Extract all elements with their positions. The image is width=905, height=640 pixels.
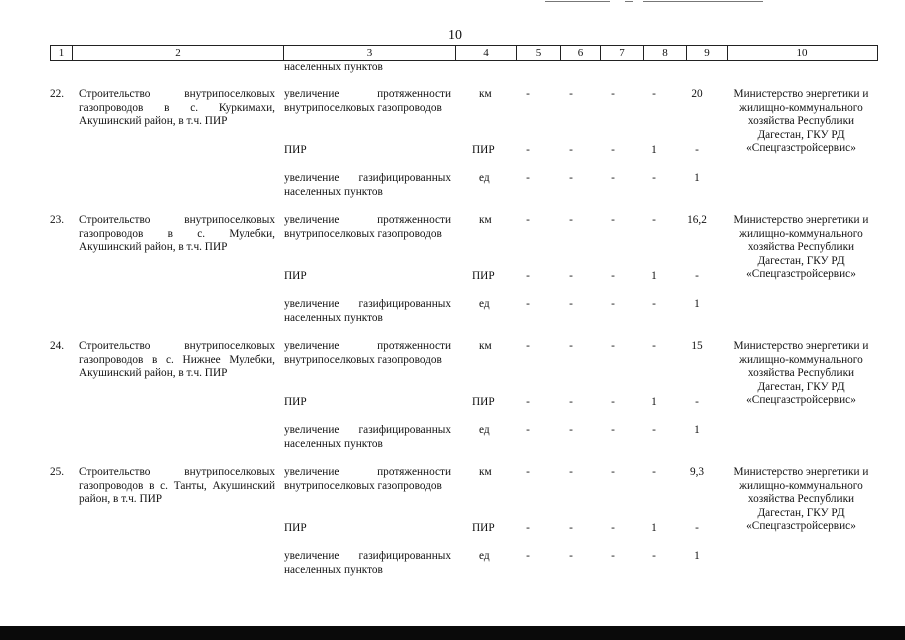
indicator-length: увеличение протяженности внутрипоселковых газопроводов: [284, 340, 451, 366]
top-edge-mark: [625, 1, 633, 2]
project-description: Строительство внутрипоселковых газопроводов в с. Танты, Акушинский район, в т.ч. ПИР: [79, 466, 275, 505]
unit-pir: ПИР: [472, 144, 495, 156]
unit-ed: ед: [479, 424, 490, 436]
value-cell: 1: [694, 550, 700, 562]
project-description: Строительство внутрипоселковых газопроводов в с. Мулебки, Акушинский район, в т.ч. ПИР: [79, 214, 275, 253]
value-cell: -: [611, 214, 615, 226]
row-number: 25.: [50, 466, 65, 478]
value-cell: -: [611, 88, 615, 100]
value-cell: -: [569, 270, 573, 282]
value-cell: -: [652, 298, 656, 310]
value-cell: 1: [694, 172, 700, 184]
value-cell: -: [652, 550, 656, 562]
indicator-settlements: увеличение газифицированных населенных пунктов: [284, 424, 451, 450]
value-cell: -: [526, 214, 530, 226]
unit-km: км: [479, 88, 492, 100]
value-cell: -: [695, 144, 699, 156]
value-cell: -: [611, 550, 615, 562]
value-cell: -: [611, 424, 615, 436]
row-number: 23.: [50, 214, 65, 226]
unit-pir: ПИР: [472, 270, 495, 282]
value-cell: -: [526, 466, 530, 478]
value-cell: -: [526, 340, 530, 352]
value-cell: -: [569, 424, 573, 436]
value-cell: -: [569, 340, 573, 352]
continuation-text: населенных пунктов: [284, 61, 383, 73]
top-edge-mark: [643, 1, 763, 2]
header-col-8: 8: [644, 46, 687, 60]
value-cell: -: [569, 298, 573, 310]
responsible-executor: Министерство энергетики и жилищно-коммунального хозяйства Республики Дагестан, ГКУ РД «Спецгазстройсервис»: [733, 340, 869, 406]
value-cell: 15: [691, 340, 703, 352]
value-cell: -: [526, 172, 530, 184]
top-edge-mark: [545, 1, 610, 2]
unit-ed: ед: [479, 172, 490, 184]
value-cell: -: [695, 396, 699, 408]
header-col-9: 9: [687, 46, 728, 60]
value-cell: -: [652, 424, 656, 436]
value-cell: -: [526, 144, 530, 156]
value-cell: -: [526, 424, 530, 436]
value-cell: -: [611, 396, 615, 408]
value-cell: -: [569, 214, 573, 226]
value-cell: -: [526, 550, 530, 562]
value-cell: 9,3: [689, 466, 705, 478]
value-cell: -: [569, 144, 573, 156]
header-col-7: 7: [601, 46, 644, 60]
header-col-2: 2: [73, 46, 284, 60]
page-number: 10: [448, 28, 462, 43]
value-cell: -: [611, 144, 615, 156]
indicator-length: увеличение протяженности внутрипоселковых газопроводов: [284, 466, 451, 492]
value-cell: -: [526, 298, 530, 310]
value-cell: -: [652, 466, 656, 478]
unit-pir: ПИР: [472, 396, 495, 408]
table-header: [50, 45, 878, 61]
unit-km: км: [479, 466, 492, 478]
value-cell: 20: [691, 88, 703, 100]
indicator-settlements: увеличение газифицированных населенных пунктов: [284, 172, 451, 198]
scan-bottom-border: [0, 626, 905, 640]
value-cell: -: [652, 340, 656, 352]
unit-pir: ПИР: [472, 522, 495, 534]
indicator-pir: ПИР: [284, 144, 307, 156]
value-cell: -: [569, 172, 573, 184]
unit-km: км: [479, 214, 492, 226]
responsible-executor: Министерство энергетики и жилищно-коммунального хозяйства Республики Дагестан, ГКУ РД «Спецгазстройсервис»: [733, 88, 869, 154]
value-cell: -: [695, 270, 699, 282]
value-cell: -: [611, 340, 615, 352]
value-cell: 1: [651, 144, 657, 156]
responsible-executor: Министерство энергетики и жилищно-коммунального хозяйства Республики Дагестан, ГКУ РД «Спецгазстройсервис»: [733, 466, 869, 532]
value-cell: 1: [651, 522, 657, 534]
header-col-5: 5: [517, 46, 561, 60]
project-description: Строительство внутрипоселковых газопроводов в с. Нижнее Мулебки, Акушинский район, в т.ч. ПИР: [79, 340, 275, 379]
indicator-pir: ПИР: [284, 522, 307, 534]
value-cell: -: [652, 88, 656, 100]
indicator-length: увеличение протяженности внутрипоселковых газопроводов: [284, 88, 451, 114]
header-col-1: 1: [51, 46, 73, 60]
value-cell: -: [569, 396, 573, 408]
header-col-10: 10: [796, 47, 808, 59]
value-cell: -: [569, 466, 573, 478]
value-cell: -: [526, 396, 530, 408]
value-cell: 1: [651, 396, 657, 408]
indicator-length: увеличение протяженности внутрипоселковых газопроводов: [284, 214, 451, 240]
header-col-4: 4: [456, 46, 517, 60]
value-cell: -: [526, 270, 530, 282]
indicator-settlements: увеличение газифицированных населенных пунктов: [284, 550, 451, 576]
value-cell: -: [611, 172, 615, 184]
value-cell: 16,2: [687, 214, 707, 226]
value-cell: -: [695, 522, 699, 534]
value-cell: 1: [694, 424, 700, 436]
responsible-executor: Министерство энергетики и жилищно-коммунального хозяйства Республики Дагестан, ГКУ РД «Спецгазстройсервис»: [733, 214, 869, 280]
unit-ed: ед: [479, 550, 490, 562]
value-cell: -: [611, 270, 615, 282]
value-cell: 1: [651, 270, 657, 282]
value-cell: -: [611, 466, 615, 478]
value-cell: -: [611, 522, 615, 534]
value-cell: -: [611, 298, 615, 310]
header-col-6: 6: [561, 46, 601, 60]
indicator-settlements: увеличение газифицированных населенных пунктов: [284, 298, 451, 324]
unit-ed: ед: [479, 298, 490, 310]
value-cell: 1: [694, 298, 700, 310]
row-number: 22.: [50, 88, 65, 100]
indicator-pir: ПИР: [284, 270, 307, 282]
project-description: Строительство внутрипоселковых газопроводов в с. Куркимахи, Акушинский район, в т.ч. ПИР: [79, 88, 275, 127]
value-cell: -: [569, 550, 573, 562]
value-cell: -: [526, 522, 530, 534]
value-cell: -: [652, 172, 656, 184]
value-cell: -: [526, 88, 530, 100]
value-cell: -: [569, 88, 573, 100]
unit-km: км: [479, 340, 492, 352]
indicator-pir: ПИР: [284, 396, 307, 408]
value-cell: -: [569, 522, 573, 534]
value-cell: -: [652, 214, 656, 226]
row-number: 24.: [50, 340, 65, 352]
header-col-3: 3: [284, 46, 456, 60]
